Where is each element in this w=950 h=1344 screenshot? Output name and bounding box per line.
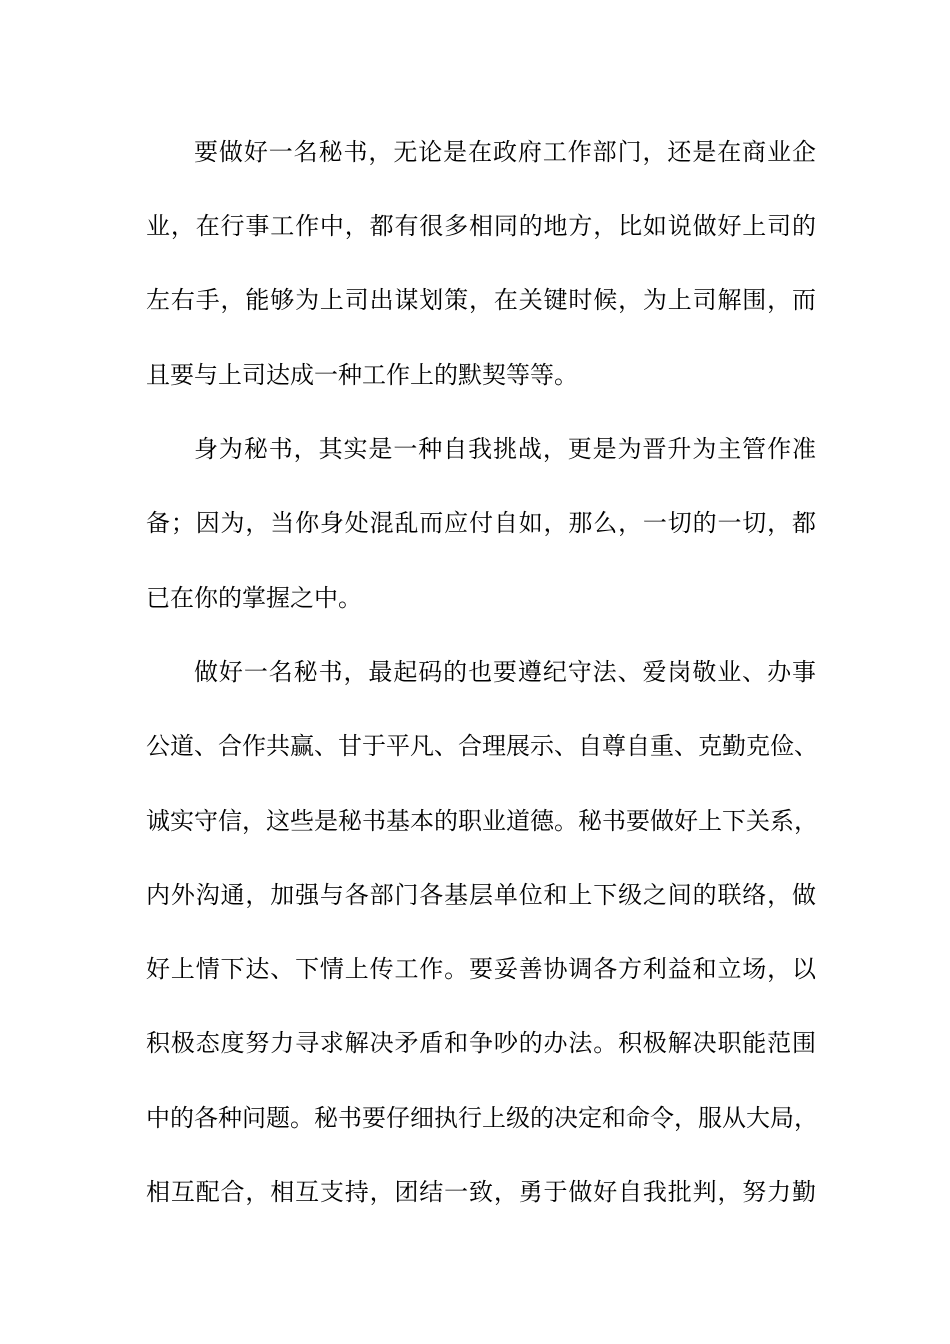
paragraph-3-line-4: 内外沟通，加强与各部门各基层单位和上下级之间的联络，做 — [146, 881, 816, 909]
paragraph-3-line-3: 诚实守信，这些是秘书基本的职业道德。秘书要做好上下关系， — [146, 807, 818, 835]
paragraph-3-line-6: 积极态度努力寻求解决矛盾和争吵的办法。积极解决职能范围 — [146, 1029, 816, 1057]
paragraph-3-line-8: 相互配合，相互支持，团结一致，勇于做好自我批判，努力勤 — [146, 1178, 816, 1206]
paragraph-3-line-7: 中的各种问题。秘书要仔细执行上级的决定和命令，服从大局， — [146, 1104, 818, 1132]
paragraph-3-line-5: 好上情下达、下情上传工作。要妥善协调各方利益和立场，以 — [146, 955, 816, 983]
paragraph-3-line-1: 做好一名秘书，最起码的也要遵纪守法、爱岗敬业、办事 — [194, 658, 816, 686]
paragraph-2-line-2: 备；因为，当你身处混乱而应付自如，那么，一切的一切，都 — [146, 509, 816, 537]
paragraph-1-line-2: 业，在行事工作中，都有很多相同的地方，比如说做好上司的 — [146, 212, 816, 240]
paragraph-3-line-2: 公道、合作共赢、甘于平凡、合理展示、自尊自重、克勤克俭、 — [146, 732, 818, 760]
paragraph-2-line-3: 已在你的掌握之中。 — [146, 584, 362, 612]
paragraph-1-line-3: 左右手，能够为上司出谋划策，在关键时候，为上司解围，而 — [146, 286, 816, 314]
paragraph-1-line-4: 且要与上司达成一种工作上的默契等等。 — [146, 361, 578, 389]
paragraph-1-line-1: 要做好一名秘书，无论是在政府工作部门，还是在商业企 — [194, 138, 816, 166]
paragraph-2-line-1: 身为秘书，其实是一种自我挑战，更是为晋升为主管作准 — [194, 435, 816, 463]
